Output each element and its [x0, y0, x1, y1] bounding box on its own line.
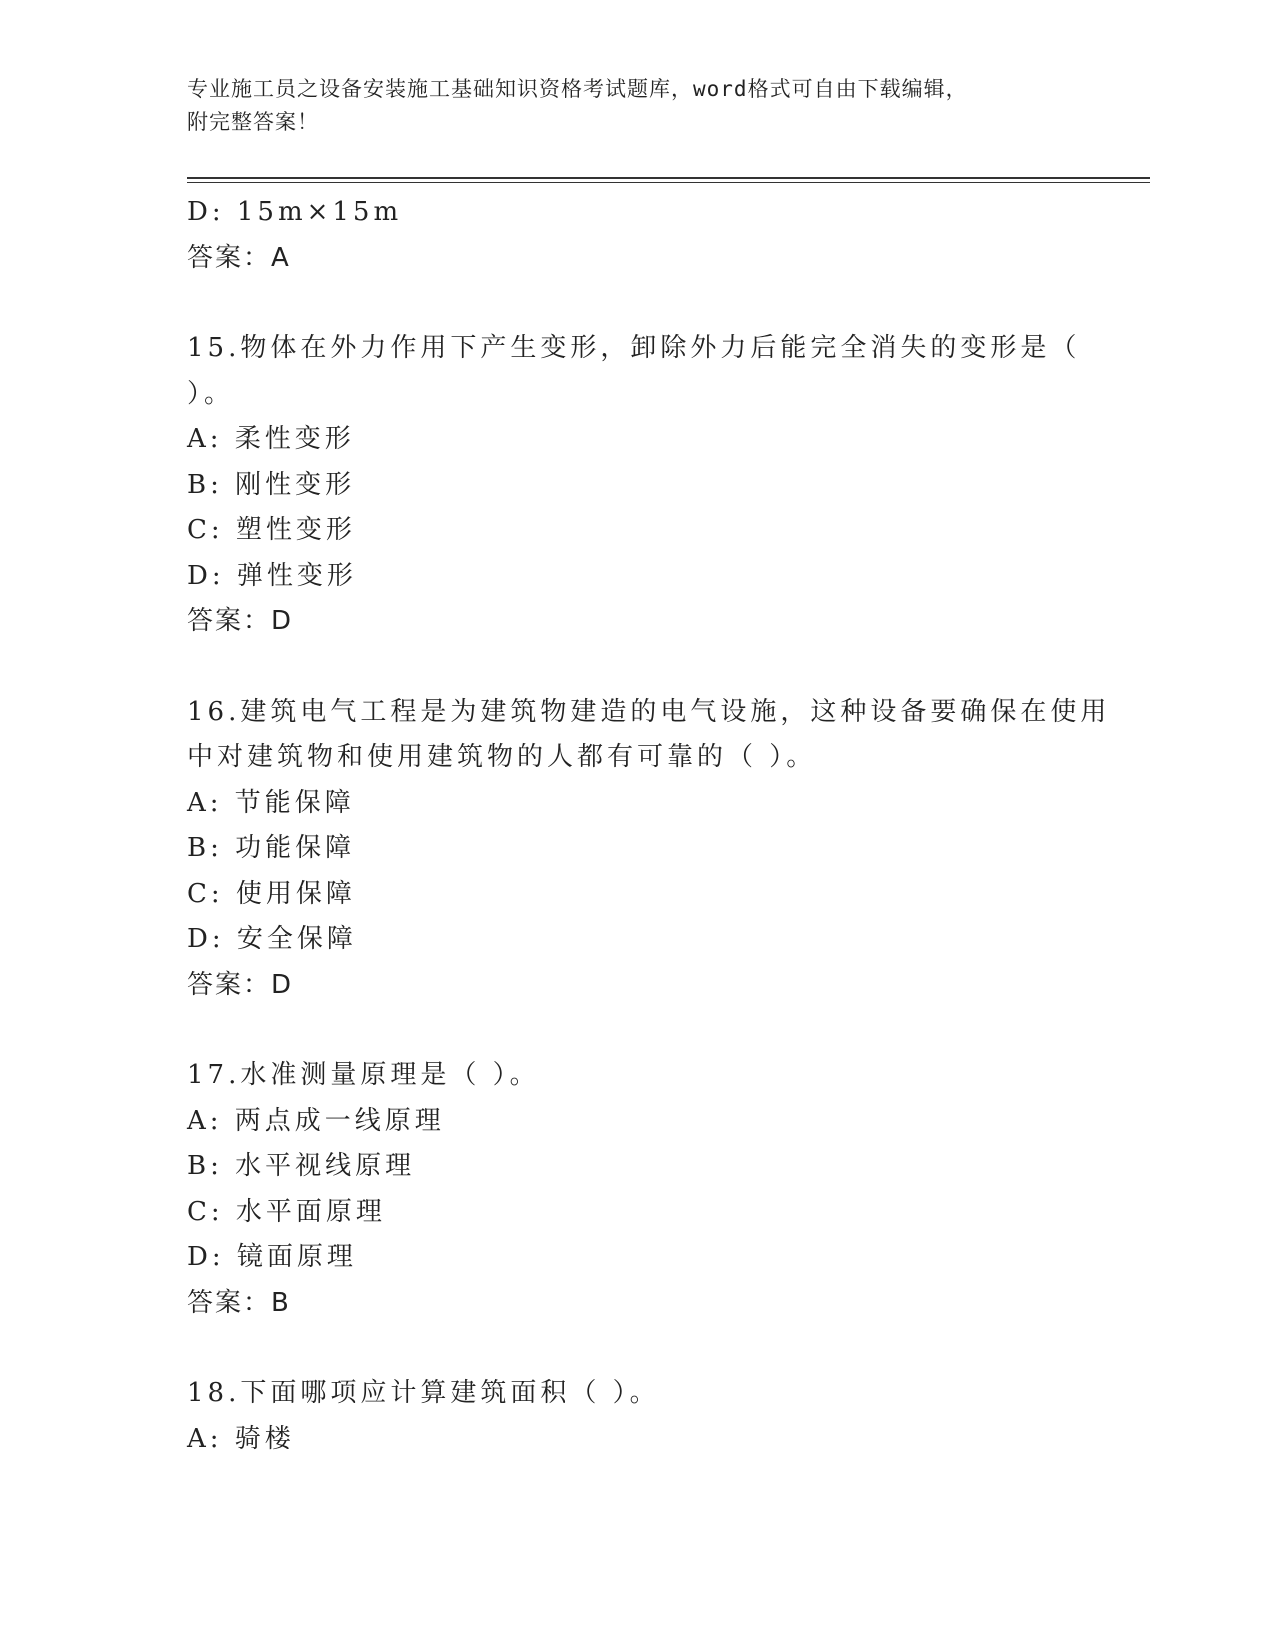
question-18 [187, 1371, 1107, 1462]
option-d: D: 镜面原理 [187, 1242, 357, 1272]
question-16 [187, 690, 1111, 1009]
previous-question-tail [187, 190, 1107, 281]
option-d: D: 15m×15m [187, 197, 403, 227]
option-a: A: 骑楼 [187, 1423, 295, 1454]
option-a: A: 节能保障 [187, 787, 355, 818]
spacer [187, 1008, 1107, 1053]
option-b: B: 水平视线原理 [187, 1151, 416, 1181]
option-d: D: 弹性变形 [187, 560, 357, 591]
spacer [187, 1326, 1107, 1371]
header-divider-thick [187, 177, 1150, 179]
spacer [187, 281, 1107, 326]
question-list [187, 190, 1111, 1462]
document-header [187, 73, 1087, 139]
question-17 [187, 1053, 1107, 1326]
question-stem-line1: 16.建筑电气工程是为建筑物建造的电气设施，这种设备要确保在使用 [187, 696, 1111, 727]
option-c: C: 使用保障 [187, 878, 356, 909]
spacer [187, 645, 1107, 690]
header-title-line1: 专业施工员之设备安装施工基础知识资格考试题库，word格式可自由下载编辑， [187, 77, 968, 101]
question-15 [187, 326, 1107, 645]
answer-line: 答案：D [187, 606, 294, 636]
header-title-line2: 附完整答案！ [187, 110, 319, 134]
question-stem-line2: 中对建筑物和使用建筑物的人都有可靠的（ ）。 [187, 742, 817, 772]
option-c: C: 水平面原理 [187, 1196, 386, 1227]
answer-line: 答案：D [187, 969, 294, 1000]
option-a: A: 两点成一线原理 [187, 1105, 445, 1136]
question-stem-line1: 17.水准测量原理是（ ）。 [187, 1060, 540, 1090]
option-b: B: 功能保障 [187, 833, 356, 863]
question-stem-line2: ）。 [187, 378, 235, 409]
option-a: A: 柔性变形 [187, 424, 355, 454]
question-stem-line1: 15.物体在外力作用下产生变形，卸除外力后能完全消失的变形是（ [187, 333, 1081, 363]
answer-line: 答案：A [187, 242, 291, 273]
option-d: D: 安全保障 [187, 924, 357, 954]
header-divider-thin [187, 182, 1150, 183]
option-c: C: 塑性变形 [187, 515, 356, 545]
answer-line: 答案：B [187, 1287, 291, 1318]
question-stem-line1: 18.下面哪项应计算建筑面积（ ）。 [187, 1378, 660, 1408]
option-b: B: 刚性变形 [187, 469, 356, 500]
